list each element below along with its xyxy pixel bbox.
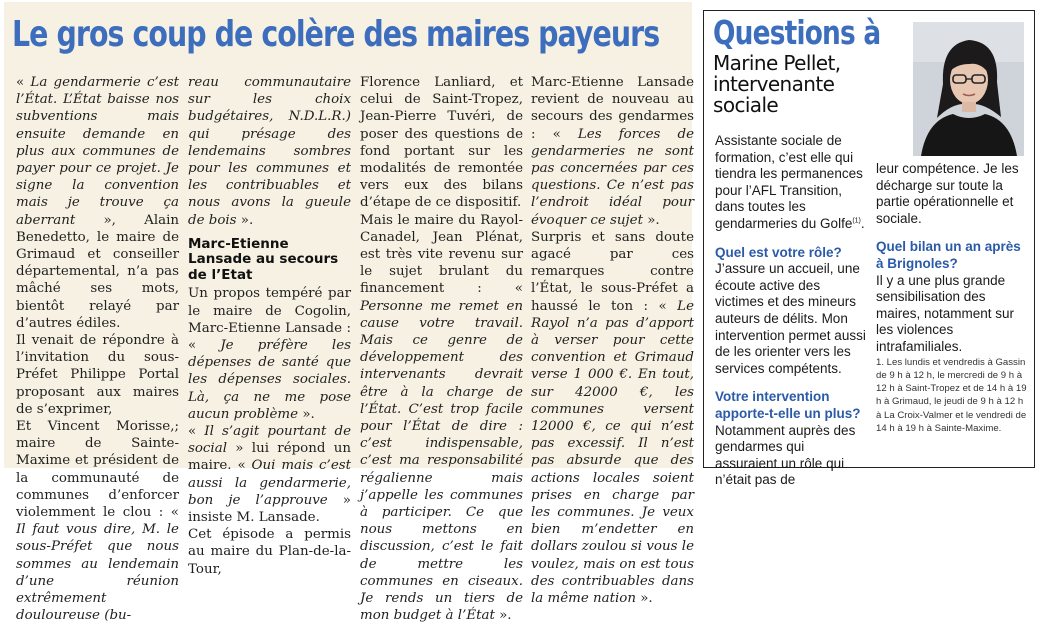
quote: reau communautaire sur les choix budgétaires, N.D.L.R.) qui présage des lendemains sombres pour les communes et les contribuables et nous avons la gueule de bois [188, 75, 351, 228]
article-column-4 [531, 74, 694, 607]
answer-2-start: Notamment auprès des gendarmes qui assuraient un rôle qui n’était pas de [715, 422, 856, 488]
paragraph [531, 229, 694, 607]
paragraph: Cet épisode a permis au maire du Plan-de-la-Tour, [188, 527, 351, 577]
text: ». [642, 212, 660, 228]
quote: Il faut vous dire, M. le sous-Préfet que nous sommes au lendemain d’une réunion extrêmement douloureuse (bu- [16, 522, 179, 624]
article-column-2 [188, 74, 351, 578]
answer-3: Il y a une plus grande sensibilisation des maires, notamment sur les violences intrafamiliales. [876, 272, 1015, 354]
text: Et Vincent Morisse,; maire de Sainte-Maxime et président de la communauté de communes d’enforcer violemment le clou : « [16, 419, 179, 521]
name-line: Marine Pellet, [713, 51, 841, 75]
quote: Personne me remet en cause votre travail. Mais ce genre de développement des intervenants devrait être à la charge de l’État. C’est trop facile pour l’État de dire : c’est indispensable, c’est ma responsabilité régalienne mais j’appelle les communes à participer. Ce que nous mettons en discussion, c’est le fait de mettre les communes en ciseaux. Je rends un tiers de mon budget à l’État [360, 298, 523, 624]
article-subhead: Marc-Etienne Lansade au secours de l’Etat [188, 235, 339, 283]
text: » lui répond un maire. « [188, 441, 351, 474]
quote: Il s’agit pourtant de social [188, 423, 351, 457]
text: . [860, 215, 865, 231]
footnote-ref: (1) [852, 217, 861, 225]
text: » insiste M. Lansade. [188, 492, 352, 525]
answer-2-end: leur compétence. Je les décharge sur toute la partie opérationnelle et sociale. [876, 161, 1019, 226]
text: « [16, 75, 31, 90]
quote: Les forces de gendarmeries ne sont pas concernées par ces questions. Ce n’est pas l’endroit idéal pour évoquer ce sujet [531, 126, 694, 228]
text: », Alain Benedetto, le maire de Grimaud et conseiller départemental, n’a pas mâché ses mots, bientôt relayé par d’autres édiles. [16, 212, 179, 331]
questions-right-column [876, 161, 1029, 435]
question-1: Quel est votre rôle? [715, 244, 842, 260]
text: « [188, 423, 205, 439]
text: Un propos tempéré par le maire de Cogolin, Marc-Etienne Lansade : « [188, 286, 351, 353]
paragraph [360, 212, 523, 625]
questions-title: Questions à [713, 13, 881, 52]
text: ». [635, 591, 653, 607]
intro-text [715, 133, 868, 233]
paragraph [188, 423, 351, 526]
quote: Je préfère les dépenses de santé que les dépenses sociales. Là, ça ne me pose aucun problème [188, 337, 351, 422]
text: Mais le maire du Rayol-Canadel, Jean Plénat, est très vite revenu sur le sujet brulant du financement : « [360, 212, 523, 297]
text: Marc-Etienne Lansade revient de nouveau au secours des gendarmes : « [531, 75, 694, 142]
quote: Le Rayol n’a pas d’apport à verser pour cette convention et Grimaud verse 1 000 €. En tout, sur 42000 €, les communes versent 12000 €, ce qui n’est pas excessif. Il n’est pas absurde que des actions locales soient prises en charge par les communes. Je veux bien m’endetter en dollars zoulou si vous le voulez, mais on est tous des contribuables dans la même nation [531, 298, 694, 607]
paragraph: Il venait de répondre à l’invitation du sous-Préfet Philippe Portal proposant aux maires de s’exprimer, [16, 333, 179, 417]
text: ». [298, 406, 315, 422]
paragraph [531, 74, 694, 229]
paragraph [16, 418, 179, 624]
portrait-illustration [913, 22, 1024, 156]
name-line: intervenante [713, 72, 835, 96]
portrait-photo [913, 22, 1024, 156]
answer-1: J’assure un accueil, une écoute active des victimes et des mineurs auteurs de délits. Mon intervention permet aussi de les orienter vers les services compétents. [715, 261, 866, 376]
quote: La gendarmerie c’est l’État. L’État baisse nos subventions mais ensuite demande en plus aux communes de payer pour ce projet. Je signe la convention mais je trouve ça aberrant [16, 75, 179, 228]
quote: Oui mais c’est aussi la gendarmerie, bon je l’approuve [188, 458, 351, 508]
article [4, 2, 694, 624]
question-3: Quel bilan un an après à Brignoles? [876, 239, 1021, 271]
questions-left-column [715, 133, 868, 489]
paragraph [188, 74, 351, 229]
interviewee-name [713, 53, 918, 116]
questions-box [703, 10, 1035, 488]
text: Assistante sociale de formation, c’est elle qui tiendra les permanences pour l’AFL Transition, dans toutes les gendarmeries du Golfe [715, 133, 863, 231]
text: ». [236, 212, 254, 228]
name-line: sociale [713, 93, 779, 117]
paragraph: Florence Lanliard, et celui de Saint-Tropez, Jean-Pierre Tuvéri, de poser des questions de fond portant sur les modalités de remontée vers eux des bilans d’étape de ce dispositif. [360, 75, 523, 211]
text: Surpris et sans doute agacé par ces remarques contre l’État, le sous-Préfet a haussé le ton : « [531, 229, 694, 314]
article-column-1 [16, 74, 179, 625]
article-headline: Le gros coup de colère des maires payeurs [12, 14, 660, 55]
text: ». [494, 608, 512, 624]
paragraph [16, 74, 179, 332]
question-2: Votre intervention apporte-t-elle un plus? [715, 389, 861, 421]
article-column-3 [360, 74, 523, 625]
paragraph [188, 285, 351, 423]
footnote: 1. Les lundis et vendredis à Gassin de 9 h à 12 h, le mercredi de 9 h à 12 h à Saint-Tropez et de 14 h à 19 h à Grimaud, le jeudi de 9 h à 12 h à La Croix-Valmer et le vendredi de 14 h à 19 h à Sainte-Maxime. [876, 356, 1027, 435]
